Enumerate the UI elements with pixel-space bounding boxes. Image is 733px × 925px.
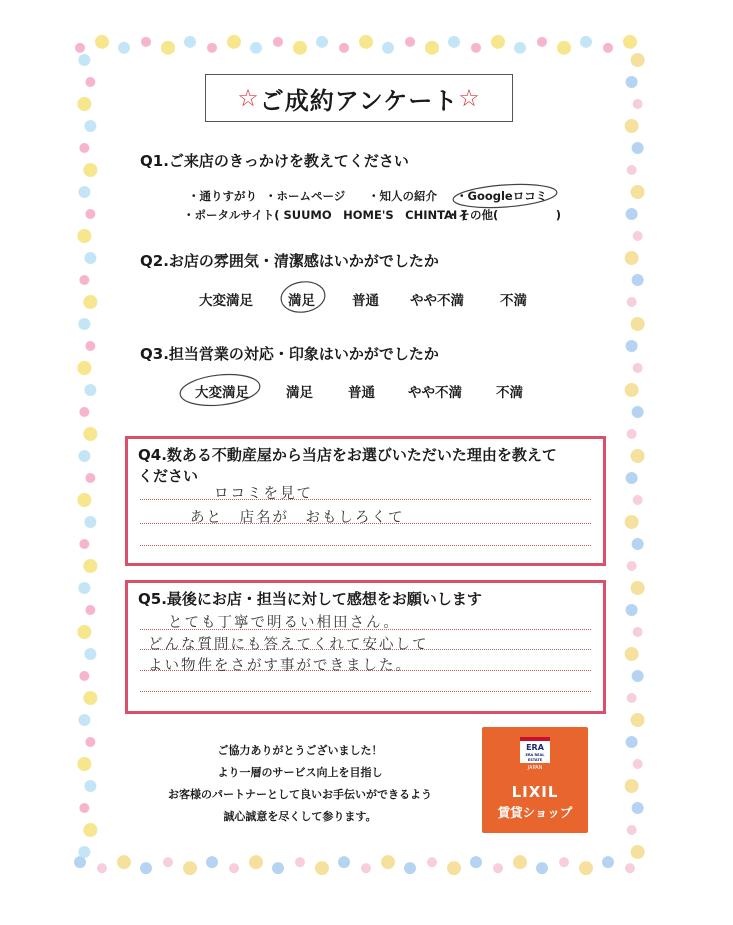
- q4-answer-box: [125, 436, 606, 566]
- closing-line: より一層のサービス向上を目指し: [217, 766, 383, 779]
- answer-line: [140, 499, 591, 500]
- answer-line: [140, 545, 591, 546]
- q1-option-google[interactable]: ・Googleロコミ: [456, 189, 548, 203]
- q2-question: Q2.お店の雰囲気・清潔感はいかがでしたか: [140, 252, 439, 270]
- lixil-brand: LIXIL: [511, 783, 559, 801]
- closing-line: 誠心誠意を尽くして参ります。: [223, 810, 377, 823]
- era-logo-subtext: ERA REAL ESTATE: [525, 753, 545, 762]
- q5-answer-line3[interactable]: よい物件をさがす事ができました。: [148, 658, 412, 674]
- lixil-chintai-shop-logo: [482, 727, 588, 833]
- q1-option-referral[interactable]: ・知人の紹介: [368, 189, 437, 203]
- q1-option-homepage[interactable]: ・ホームページ: [265, 189, 346, 203]
- q2-option-neutral[interactable]: 普通: [352, 293, 379, 309]
- q1-option-other[interactable]: ・その他( ): [447, 208, 562, 222]
- chintai-shop-label: 賃貸ショップ: [497, 805, 573, 820]
- q3-option-somewhat-dissatisfied[interactable]: やや不満: [408, 385, 462, 401]
- q3-question: Q3.担当営業の対応・印象はいかがでしたか: [140, 345, 439, 363]
- q1-option-passing-by[interactable]: ・通りすがり: [188, 189, 257, 203]
- q3-option-very-satisfied[interactable]: 大変満足: [195, 385, 249, 401]
- q2-option-dissatisfied[interactable]: 不満: [500, 293, 527, 309]
- star-left-icon: ☆: [237, 84, 260, 112]
- q4-answer-line2[interactable]: あと 店名が おもしろくて: [190, 510, 405, 526]
- closing-message: [130, 740, 470, 828]
- q4-question-line1: Q4.数ある不動産屋から当店をお選びいただいた理由を教えて: [138, 446, 557, 464]
- survey-title-text: ご成約アンケート: [259, 86, 459, 115]
- q4-answer-line1[interactable]: ロコミを見て: [214, 486, 313, 502]
- closing-line: ご協力ありがとうございました！: [217, 744, 383, 757]
- closing-line: お客様のパートナーとして良いお手伝いができるよう: [168, 788, 432, 801]
- star-right-icon: ☆: [458, 84, 481, 112]
- q5-answer-line2[interactable]: どんな質問にも答えてくれて安心して: [148, 637, 429, 653]
- q3-option-dissatisfied[interactable]: 不満: [496, 385, 523, 401]
- q4-question: [138, 445, 557, 487]
- era-logo: [520, 741, 550, 763]
- q3-option-satisfied[interactable]: 満足: [286, 385, 313, 401]
- q2-selection-circle: [279, 279, 327, 315]
- era-logo-text: ERA: [526, 743, 544, 752]
- era-logo-country: JAPAN: [527, 765, 543, 771]
- q2-option-somewhat-dissatisfied[interactable]: やや不満: [410, 293, 464, 309]
- q5-answer-box: [125, 580, 606, 714]
- q5-answer-line1[interactable]: とても丁寧で明るい相田さん。: [168, 615, 400, 631]
- q2-option-very-satisfied[interactable]: 大変満足: [199, 293, 253, 309]
- q1-option-portal-site[interactable]: ・ポータルサイト( SUUMO HOME'S CHINTAI ): [183, 208, 467, 222]
- answer-line: [140, 691, 591, 692]
- q2-option-satisfied[interactable]: 満足: [288, 293, 315, 309]
- q4-question-line2: ください: [138, 467, 199, 485]
- q3-selection-circle: [179, 371, 262, 409]
- q3-option-neutral[interactable]: 普通: [348, 385, 375, 401]
- q1-selection-circle: [452, 181, 557, 210]
- q1-question: Q1.ご来店のきっかけを教えてください: [140, 152, 409, 170]
- q5-question: Q5.最後にお店・担当に対して感想をお願いします: [138, 590, 482, 608]
